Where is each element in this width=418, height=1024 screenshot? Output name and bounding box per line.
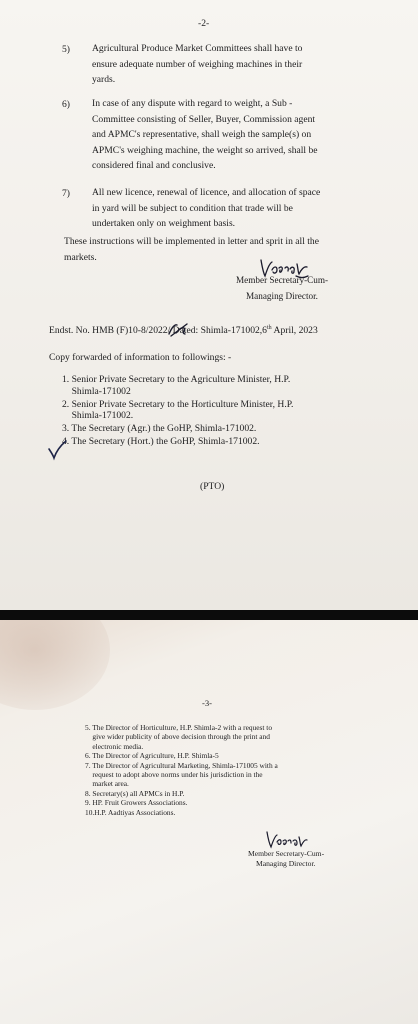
text-line: These instructions will be implemented in letter and sprit in all the bbox=[64, 236, 319, 247]
point-number: 6) bbox=[62, 99, 70, 110]
text-line: In case of any dispute with regard to weight, a Sub - bbox=[92, 98, 293, 109]
text-line: request to adopt above norms under his jurisdiction in the bbox=[85, 770, 263, 780]
copy-list bbox=[62, 374, 293, 448]
text-line: 7. The Director of Agricultural Marketing, Shimla-171005 with a bbox=[85, 760, 278, 770]
page-divider bbox=[0, 610, 418, 620]
text-line: considered final and conclusive. bbox=[92, 160, 216, 171]
point-6-text bbox=[92, 96, 318, 174]
list-item bbox=[85, 723, 278, 751]
point-number: 5) bbox=[62, 44, 70, 55]
text-line: 4. The Secretary (Hort.) the GoHP, Shimla-171002. bbox=[62, 435, 260, 447]
list-item bbox=[85, 808, 278, 817]
list-item bbox=[62, 423, 293, 435]
signatory-role: Managing Director. bbox=[246, 290, 318, 301]
text-line: markets. bbox=[64, 251, 97, 263]
signatory-title: Member Secretary-Cum- bbox=[236, 275, 329, 285]
text-line: 8. Secretary(s) all APMCs in H.P. bbox=[85, 788, 185, 798]
handwritten-number-icon bbox=[167, 321, 189, 337]
endorsement-text: Endst. No. HMB (F)10-8/2022/ Dated: Shimla-171002,6 bbox=[49, 325, 267, 337]
text-line: 9. HP. Fruit Growers Associations. bbox=[85, 798, 188, 808]
distribution-list bbox=[85, 723, 278, 817]
point-5-text bbox=[92, 41, 302, 88]
copy-forwarded-heading: Copy forwarded of information to followings: - bbox=[49, 352, 232, 363]
text-line: Committee consisting of Seller, Buyer, Commission agent bbox=[92, 113, 316, 125]
list-item bbox=[85, 789, 278, 798]
list-item bbox=[85, 798, 278, 807]
list-item bbox=[85, 761, 278, 789]
endorsement-date-end: April, 2023 bbox=[271, 325, 318, 337]
point-number: 7) bbox=[62, 188, 70, 199]
text-line: 2. Senior Private Secretary to the Horticulture Minister, H.P. bbox=[62, 398, 294, 410]
signatory-title: Member Secretary-Cum- bbox=[248, 849, 325, 858]
text-line: All new licence, renewal of licence, and allocation of space bbox=[92, 187, 321, 198]
text-line: 3. The Secretary (Agr.) the GoHP, Shimla-171002. bbox=[62, 423, 257, 435]
text-line: ensure adequate number of weighing machines in their bbox=[92, 58, 303, 70]
pto-note: (PTO) bbox=[200, 481, 225, 492]
list-item bbox=[62, 374, 293, 398]
text-line: 10.H.P. Aadtiyas Associations. bbox=[85, 807, 176, 817]
page-number: -2- bbox=[198, 18, 210, 29]
text-line: undertaken only on weighment basis. bbox=[92, 218, 236, 229]
signatory-block bbox=[248, 849, 324, 869]
text-line: market area. bbox=[85, 779, 129, 789]
list-item bbox=[85, 751, 278, 760]
text-line: give wider publicity of above decision through the print and bbox=[85, 732, 270, 742]
page-number: -3- bbox=[202, 698, 213, 708]
text-line: Shimla-171002. bbox=[62, 410, 134, 422]
text-line: electronic media. bbox=[85, 741, 144, 751]
text-line: APMC's weighing machine, the weight so arrived, shall be bbox=[92, 144, 318, 156]
text-line: Agricultural Produce Market Committees shall have to bbox=[92, 43, 303, 54]
signatory-block bbox=[236, 273, 328, 304]
text-line: 6. The Director of Agriculture, H.P. Shimla-5 bbox=[85, 751, 219, 761]
list-item bbox=[62, 399, 293, 423]
text-line: yards. bbox=[92, 74, 116, 85]
photo-shadow bbox=[0, 620, 110, 710]
list-item bbox=[62, 436, 293, 448]
text-line: 1. Senior Private Secretary to the Agriculture Minister, H.P. bbox=[62, 374, 291, 385]
text-line: in yard will be subject to condition that trade will be bbox=[92, 202, 293, 214]
date-superscript: th bbox=[266, 325, 272, 331]
signatory-role: Managing Director. bbox=[256, 858, 316, 868]
checkmark-icon bbox=[46, 439, 68, 461]
text-line: Shimla-171002 bbox=[62, 385, 131, 397]
point-7-text bbox=[92, 185, 320, 232]
document-page-3 bbox=[0, 620, 418, 1024]
text-line: and APMC's representative, shall weigh the sample(s) on bbox=[92, 129, 312, 140]
text-line: 5. The Director of Horticulture, H.P. Shimla-2 with a request to bbox=[85, 723, 273, 732]
